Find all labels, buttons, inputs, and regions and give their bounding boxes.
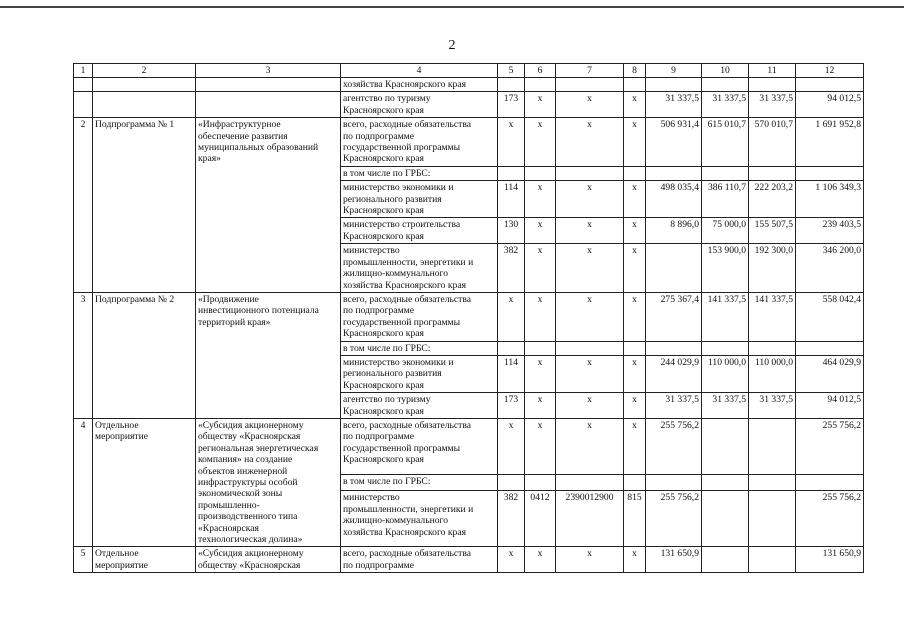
value-cell-11: [749, 166, 796, 180]
amount-cell-10: 615 010,7: [702, 118, 749, 167]
section-code-cell: х: [525, 244, 556, 293]
row-number-cell: [74, 78, 93, 92]
table-row: [74, 292, 864, 341]
total-amount-cell: 558 042,4: [796, 292, 864, 341]
total-amount-cell: 131 650,9: [796, 547, 864, 573]
amount-cell-11: [749, 418, 796, 474]
section-code-cell: х: [525, 418, 556, 474]
row-number-cell: [74, 92, 93, 118]
amount-cell-11: 141 337,5: [749, 292, 796, 341]
table-row: [74, 78, 864, 92]
amount-cell-11: 31 337,5: [749, 92, 796, 118]
grbs-note-cell: в том числе по ГРБС:: [341, 474, 498, 491]
row-number-cell: 3: [74, 292, 93, 418]
amount-cell-10: 153 900,0: [702, 244, 749, 293]
value-cell-5: [498, 341, 525, 355]
grbs-code-cell: 114: [498, 181, 525, 218]
column-number-9: 9: [646, 64, 702, 78]
program-title-cell: «Субсидия акционерному обществу «Красноярская региональная энергетическая компания» на создание объектов инженерной инфраструктуры особой экономической зоны промышленно- производственного типа «Красноярская технологическая долина»: [196, 418, 341, 546]
expense-type-cell: х: [624, 244, 646, 293]
total-amount-cell: 239 403,5: [796, 218, 864, 244]
amount-cell-11: 222 203,2: [749, 181, 796, 218]
program-title-cell: [196, 78, 341, 92]
expense-type-cell: х: [624, 292, 646, 341]
value-cell-8: [624, 474, 646, 491]
target-article-cell: х: [556, 418, 624, 474]
grbs-code-cell: 173: [498, 393, 525, 419]
expense-holder-cell: министерство промышленности, энергетики и жилищно-коммунального хозяйства Красноярского края: [341, 244, 498, 293]
program-name-cell: Подпрограмма № 2: [93, 292, 196, 418]
target-article-cell: 2390012900: [556, 491, 624, 547]
column-number-6: 6: [525, 64, 556, 78]
total-amount-cell: 94 012,5: [796, 393, 864, 419]
value-cell-10: [702, 341, 749, 355]
target-article-cell: х: [556, 181, 624, 218]
column-number-7: 7: [556, 64, 624, 78]
value-cell-8: [624, 78, 646, 92]
amount-cell-10: 31 337,5: [702, 393, 749, 419]
total-amount-cell: 464 029,9: [796, 355, 864, 392]
amount-cell-9: 244 029,9: [646, 355, 702, 392]
table-row: [74, 547, 864, 573]
expense-type-cell: 815: [624, 491, 646, 547]
target-article-cell: х: [556, 547, 624, 573]
section-code-cell: х: [525, 118, 556, 167]
grbs-code-cell: 382: [498, 244, 525, 293]
value-cell-11: [749, 341, 796, 355]
column-number-8: 8: [624, 64, 646, 78]
amount-cell-9: 8 896,0: [646, 218, 702, 244]
column-number-5: 5: [498, 64, 525, 78]
row-number-cell: 2: [74, 118, 93, 293]
table-row: [74, 92, 864, 118]
amount-cell-9: [646, 244, 702, 293]
section-code-cell: х: [525, 393, 556, 419]
budget-table: [73, 63, 864, 573]
expense-holder-cell: агентство по туризму Красноярского края: [341, 92, 498, 118]
program-name-cell: Отдельное мероприятие: [93, 547, 196, 573]
value-cell-5: [498, 78, 525, 92]
total-amount-cell: 346 200,0: [796, 244, 864, 293]
expense-holder-cell: министерство экономики и регионального развития Красноярского края: [341, 355, 498, 392]
value-cell-7: [556, 341, 624, 355]
amount-cell-10: [702, 491, 749, 547]
value-cell-5: [498, 166, 525, 180]
expense-holder-cell: всего, расходные обязательства по подпрограмме: [341, 547, 498, 573]
expense-type-cell: х: [624, 393, 646, 419]
value-cell-6: [525, 78, 556, 92]
value-cell-6: [525, 341, 556, 355]
amount-cell-11: 31 337,5: [749, 393, 796, 419]
amount-cell-9: 498 035,4: [646, 181, 702, 218]
value-cell-5: [498, 474, 525, 491]
expense-type-cell: х: [624, 218, 646, 244]
value-cell-6: [525, 474, 556, 491]
value-cell-9: [646, 78, 702, 92]
section-code-cell: х: [525, 547, 556, 573]
amount-cell-9: 31 337,5: [646, 92, 702, 118]
expense-type-cell: х: [624, 547, 646, 573]
target-article-cell: х: [556, 218, 624, 244]
amount-cell-11: 110 000,0: [749, 355, 796, 392]
value-cell-6: [525, 166, 556, 180]
value-cell-12: [796, 474, 864, 491]
program-title-cell: [196, 92, 341, 118]
grbs-note-cell: в том числе по ГРБС:: [341, 166, 498, 180]
amount-cell-11: 192 300,0: [749, 244, 796, 293]
table-header-row: [74, 64, 864, 78]
value-cell-11: [749, 78, 796, 92]
page-top-border: [0, 6, 904, 8]
program-name-cell: Отдельное мероприятие: [93, 418, 196, 546]
expense-holder-cell: министерство строительства Красноярского края: [341, 218, 498, 244]
column-number-1: 1: [74, 64, 93, 78]
value-cell-10: [702, 166, 749, 180]
target-article-cell: х: [556, 92, 624, 118]
amount-cell-10: 141 337,5: [702, 292, 749, 341]
amount-cell-9: 255 756,2: [646, 418, 702, 474]
column-number-11: 11: [749, 64, 796, 78]
target-article-cell: х: [556, 355, 624, 392]
column-number-10: 10: [702, 64, 749, 78]
column-number-2: 2: [93, 64, 196, 78]
expense-type-cell: х: [624, 92, 646, 118]
amount-cell-11: [749, 491, 796, 547]
total-amount-cell: 255 756,2: [796, 418, 864, 474]
target-article-cell: х: [556, 118, 624, 167]
expense-type-cell: х: [624, 118, 646, 167]
value-cell-9: [646, 341, 702, 355]
total-amount-cell: 1 691 952,8: [796, 118, 864, 167]
program-title-cell: «Инфраструктурное обеспечение развития муниципальных образований края»: [196, 118, 341, 293]
program-name-cell: [93, 78, 196, 92]
value-cell-8: [624, 341, 646, 355]
section-code-cell: х: [525, 181, 556, 218]
grbs-code-cell: х: [498, 118, 525, 167]
expense-type-cell: х: [624, 418, 646, 474]
grbs-code-cell: 173: [498, 92, 525, 118]
total-amount-cell: 1 106 349,3: [796, 181, 864, 218]
amount-cell-10: 386 110,7: [702, 181, 749, 218]
amount-cell-11: [749, 547, 796, 573]
column-number-4: 4: [341, 64, 498, 78]
amount-cell-9: 31 337,5: [646, 393, 702, 419]
page-number: 2: [448, 38, 456, 53]
value-cell-10: [702, 78, 749, 92]
target-article-cell: х: [556, 292, 624, 341]
grbs-code-cell: 130: [498, 218, 525, 244]
grbs-code-cell: х: [498, 547, 525, 573]
expense-holder-cell: министерство промышленности, энергетики и жилищно-коммунального хозяйства Красноярского края: [341, 491, 498, 547]
table-row: [74, 418, 864, 474]
expense-holder-cell: всего, расходные обязательства по подпрограмме государственной программы Красноярского края: [341, 292, 498, 341]
total-amount-cell: 255 756,2: [796, 491, 864, 547]
expense-type-cell: х: [624, 181, 646, 218]
program-name-cell: Подпрограмма № 1: [93, 118, 196, 293]
value-cell-7: [556, 166, 624, 180]
amount-cell-11: 155 507,5: [749, 218, 796, 244]
value-cell-11: [749, 474, 796, 491]
amount-cell-9: 506 931,4: [646, 118, 702, 167]
value-cell-9: [646, 166, 702, 180]
grbs-code-cell: х: [498, 292, 525, 341]
grbs-note-cell: в том числе по ГРБС:: [341, 341, 498, 355]
program-title-cell: «Субсидия акционерному обществу «Красноярская: [196, 547, 341, 573]
amount-cell-10: 110 000,0: [702, 355, 749, 392]
section-code-cell: х: [525, 92, 556, 118]
table-row: [74, 118, 864, 167]
expense-holder-cell: министерство экономики и регионального развития Красноярского края: [341, 181, 498, 218]
total-amount-cell: 94 012,5: [796, 92, 864, 118]
expense-type-cell: х: [624, 355, 646, 392]
value-cell-9: [646, 474, 702, 491]
amount-cell-11: 570 010,7: [749, 118, 796, 167]
target-article-cell: х: [556, 393, 624, 419]
section-code-cell: х: [525, 218, 556, 244]
expense-holder-cell: всего, расходные обязательства по подпрограмме государственной программы Красноярского края: [341, 418, 498, 474]
row-number-cell: 5: [74, 547, 93, 573]
section-code-cell: х: [525, 355, 556, 392]
column-number-3: 3: [196, 64, 341, 78]
value-cell-8: [624, 166, 646, 180]
value-cell-10: [702, 474, 749, 491]
amount-cell-10: 75 000,0: [702, 218, 749, 244]
grbs-code-cell: х: [498, 418, 525, 474]
amount-cell-9: 131 650,9: [646, 547, 702, 573]
column-number-12: 12: [796, 64, 864, 78]
value-cell-7: [556, 78, 624, 92]
program-title-cell: «Продвижение инвестиционного потенциала территорий края»: [196, 292, 341, 418]
amount-cell-9: 275 367,4: [646, 292, 702, 341]
section-code-cell: х: [525, 292, 556, 341]
value-cell-12: [796, 78, 864, 92]
amount-cell-10: 31 337,5: [702, 92, 749, 118]
grbs-code-cell: 114: [498, 355, 525, 392]
program-name-cell: [93, 92, 196, 118]
value-cell-7: [556, 474, 624, 491]
expense-holder-cell: всего, расходные обязательства по подпрограмме государственной программы Красноярского края: [341, 118, 498, 167]
expense-holder-cell: хозяйства Красноярского края: [341, 78, 498, 92]
section-code-cell: 0412: [525, 491, 556, 547]
expense-holder-cell: агентство по туризму Красноярского края: [341, 393, 498, 419]
grbs-code-cell: 382: [498, 491, 525, 547]
amount-cell-9: 255 756,2: [646, 491, 702, 547]
target-article-cell: х: [556, 244, 624, 293]
value-cell-12: [796, 341, 864, 355]
row-number-cell: 4: [74, 418, 93, 546]
value-cell-12: [796, 166, 864, 180]
amount-cell-10: [702, 418, 749, 474]
amount-cell-10: [702, 547, 749, 573]
